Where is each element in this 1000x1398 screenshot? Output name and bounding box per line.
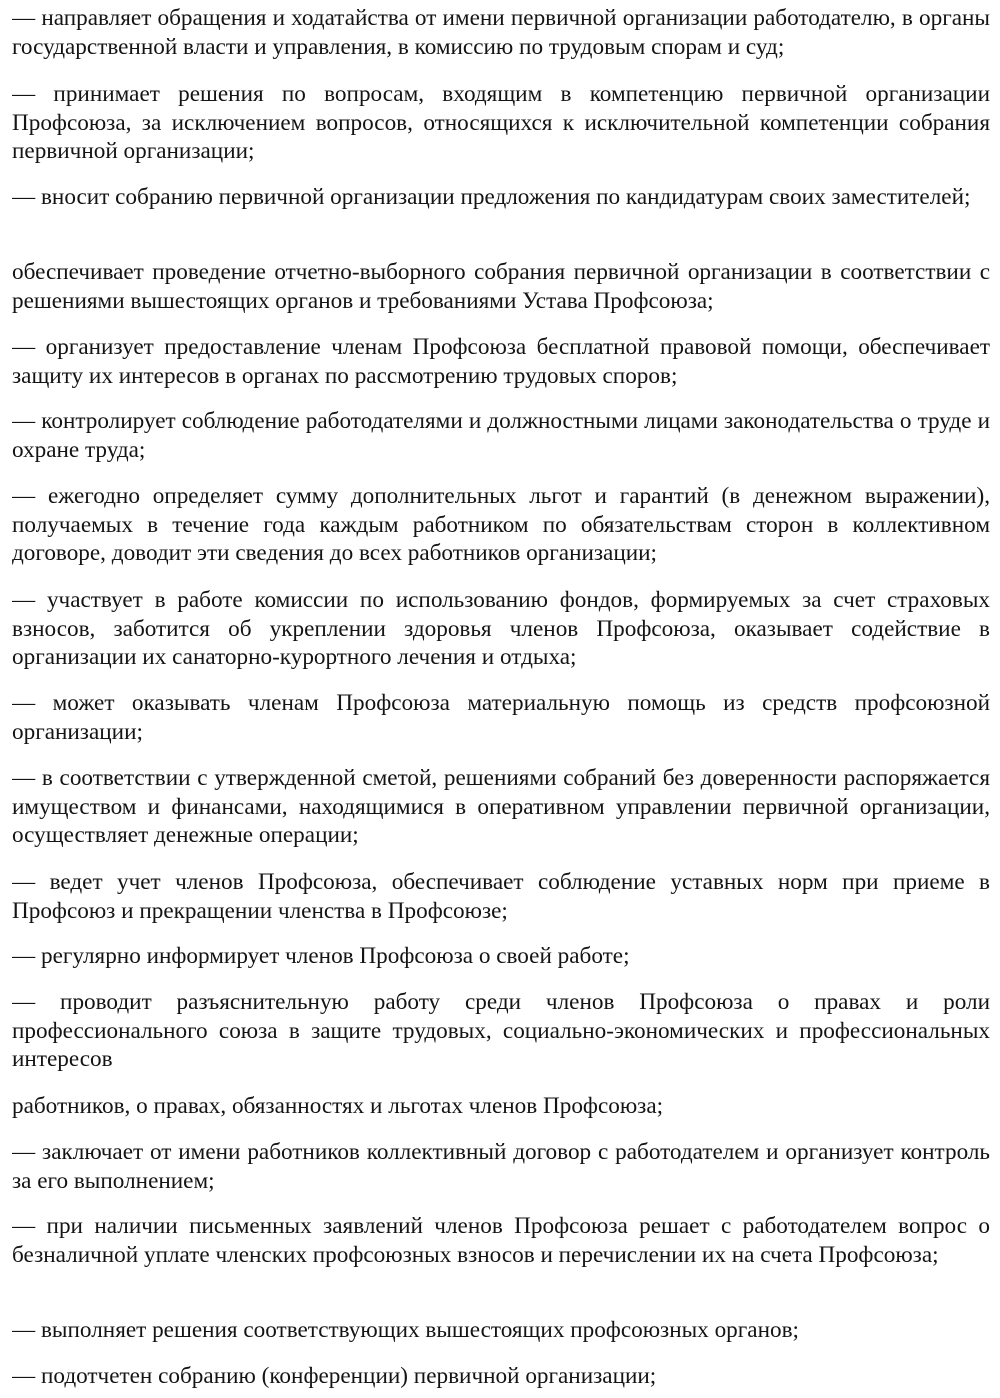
paragraph-17: — выполняет решения соответствующих вышестоящих профсоюзных органов; [12,1317,799,1343]
paragraph-16: — при наличии письменных заявлений членов Профсоюза решает с работодателем вопрос о безналичной уплате членских профсоюзных взносов и перечислении их на счета Профсоюза; [12,1213,990,1268]
paragraph-11: — ведет учет членов Профсоюза, обеспечивает соблюдение уставных норм при приеме в Профсоюз и прекращении членства в Профсоюзе; [12,869,990,924]
paragraph-6: — контролирует соблюдение работодателями и должностными лицами законодательства о труде и охране труда; [12,408,990,463]
paragraph-10: — в соответствии с утвержденной сметой, решениями собраний без доверенности распоряжается имуществом и финансами, находящимися в оперативном управлении первичной организации, осуществляет денежные операции; [12,765,990,848]
document-page [12,0,990,1398]
paragraph-1: — направляет обращения и ходатайства от имени первичной организации работодателю, в органы государственной власти и управления, в комиссию по трудовым спорам и суд; [12,5,990,60]
paragraph-9: — может оказывать членам Профсоюза материальную помощь из средств профсоюзной организации; [12,690,990,745]
paragraph-13: — проводит разъяснительную работу среди членов Профсоюза о правах и роли профессионального союза в защите трудовых, социально-экономических и профессиональных интересов [12,989,990,1072]
paragraph-7: — ежегодно определяет сумму дополнительных льгот и гарантий (в денежном выражении), получаемых в течение года каждым работником по обязательствам сторон в коллективном договоре, доводит эти сведения до всех работников организации; [12,483,990,566]
paragraph-3: — вносит собранию первичной организации предложения по кандидатурам своих заместителей; [12,184,971,210]
paragraph-5: — организует предоставление членам Профсоюза бесплатной правовой помощи, обеспечивает защиту их интересов в органах по рассмотрению трудовых споров; [12,334,990,389]
paragraph-4: обеспечивает проведение отчетно-выборного собрания первичной организации в соответствии с решениями вышестоящих органов и требованиями Устава Профсоюза; [12,259,990,314]
paragraph-15: — заключает от имени работников коллективный договор с работодателем и организует контроль за его выполнением; [12,1139,990,1194]
paragraph-12: — регулярно информирует членов Профсоюза о своей работе; [12,943,630,969]
paragraph-14: работников, о правах, обязанностях и льготах членов Профсоюза; [12,1093,664,1119]
paragraph-2: — принимает решения по вопросам, входящим в компетенцию первичной организации Профсоюза, за исключением вопросов, относящихся к исключительной компетенции собрания первичной организации; [12,81,990,164]
paragraph-18: — подотчетен собранию (конференции) первичной организации; [12,1363,657,1389]
paragraph-8: — участвует в работе комиссии по использованию фондов, формируемых за счет страховых взносов, заботится об укреплении здоровья членов Профсоюза, оказывает содействие в организации их санаторно-курортного лечения и отдыха; [12,587,990,670]
